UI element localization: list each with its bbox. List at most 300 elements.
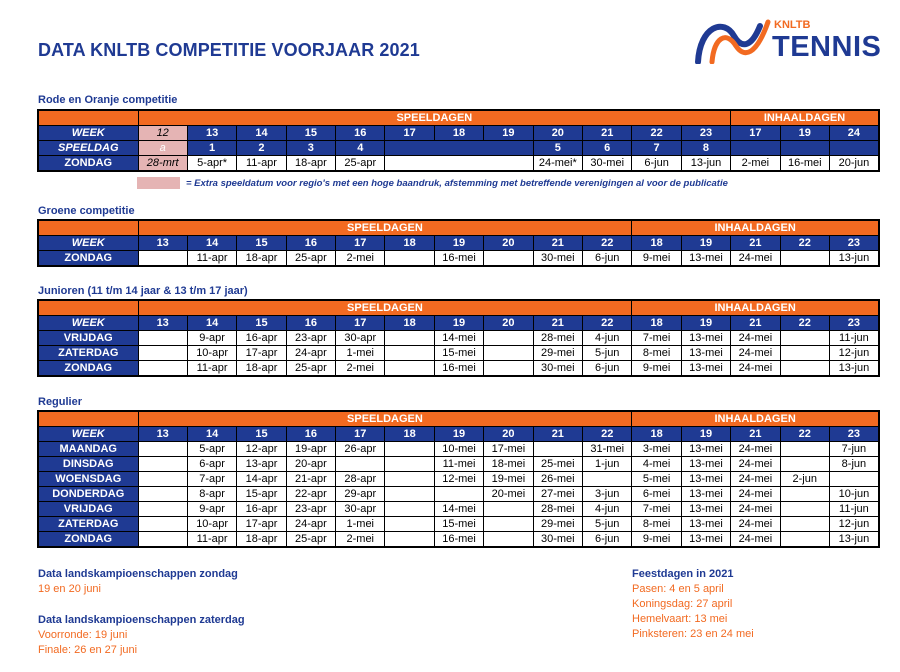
lk-zaterdag-voorronde: Voorronde: 19 juni	[38, 629, 128, 641]
week-number: 17	[336, 236, 385, 251]
date-cell: 2-mei	[336, 251, 385, 267]
week-number: 20	[533, 126, 582, 141]
donderdag-row	[38, 487, 879, 502]
date-cell: 31-mei	[583, 442, 632, 457]
date-cell: 18-apr	[237, 532, 286, 548]
date-cell	[138, 331, 187, 346]
date-cell	[138, 457, 187, 472]
maandag-row	[38, 442, 879, 457]
corner-cell	[38, 300, 138, 316]
date-cell	[829, 472, 878, 487]
date-cell	[138, 361, 187, 377]
week-number: 16	[286, 236, 335, 251]
date-cell	[138, 472, 187, 487]
row-label: ZONDAG	[38, 156, 138, 172]
row-label: WEEK	[38, 236, 138, 251]
date-cell: 30-apr	[336, 502, 385, 517]
date-cell	[385, 331, 434, 346]
header-row	[38, 300, 879, 316]
date-cell: 24-apr	[286, 346, 335, 361]
date-cell: 13-jun	[681, 156, 730, 172]
date-cell	[434, 487, 483, 502]
week-number: 21	[731, 236, 780, 251]
date-cell: 2-mei	[731, 156, 780, 172]
date-cell: 16-apr	[237, 502, 286, 517]
note-text: = Extra speeldatum voor regio's met een hoge baandruk, afstemming met betreffende verenigingen al voor de publicatie	[186, 177, 728, 189]
zaterdag-row	[38, 346, 879, 361]
date-cell: 15-apr	[237, 487, 286, 502]
date-cell: 5-jun	[583, 346, 632, 361]
corner-cell	[38, 220, 138, 236]
date-cell: 11-mei	[434, 457, 483, 472]
table-groene	[37, 219, 880, 267]
date-cell: 24-mei	[731, 331, 780, 346]
date-cell: 16-mei	[434, 532, 483, 548]
date-cell: 13-mei	[681, 361, 730, 377]
date-cell: 24-mei	[731, 442, 780, 457]
speeldag-cell: 2	[237, 141, 286, 156]
week-number: 22	[780, 316, 829, 331]
date-cell: 24-mei	[731, 361, 780, 377]
row-label: WEEK	[38, 316, 138, 331]
date-cell: 13-mei	[681, 532, 730, 548]
week-number: 17	[336, 316, 385, 331]
row-label: MAANDAG	[38, 442, 138, 457]
date-cell: 6-jun	[583, 532, 632, 548]
date-cell: 11-jun	[829, 331, 878, 346]
zondag-row	[38, 251, 879, 267]
date-cell: 8-jun	[829, 457, 878, 472]
week-number: 13	[138, 427, 187, 442]
week-number: 19	[681, 316, 730, 331]
date-cell	[385, 457, 434, 472]
date-cell: 16-mei	[780, 156, 829, 172]
date-cell: 11-apr	[187, 532, 236, 548]
date-cell	[385, 156, 533, 172]
date-cell	[138, 487, 187, 502]
week-number: 13	[187, 126, 236, 141]
date-cell: 22-apr	[286, 487, 335, 502]
section-title-rode: Rode en Oranje competitie	[38, 94, 178, 106]
date-cell	[484, 361, 533, 377]
date-cell	[385, 517, 434, 532]
date-cell: 14-mei	[434, 331, 483, 346]
feestdag-item: Hemelvaart: 13 mei	[632, 613, 728, 625]
week-number: 20	[484, 316, 533, 331]
lk-zaterdag-finale: Finale: 26 en 27 juni	[38, 644, 138, 656]
date-cell: 24-mei	[731, 502, 780, 517]
date-cell: 18-apr	[237, 361, 286, 377]
speeldag-cell	[385, 141, 533, 156]
section-title-groen: Groene competitie	[38, 205, 135, 217]
tennis-swoosh-icon	[694, 16, 774, 64]
week-number: 19	[434, 316, 483, 331]
date-cell: 7-jun	[829, 442, 878, 457]
week-row	[38, 427, 879, 442]
week-number: 14	[237, 126, 286, 141]
row-label: WEEK	[38, 126, 138, 141]
lk-zondag-text: 19 en 20 juni	[38, 583, 101, 595]
week-number: 13	[138, 316, 187, 331]
date-cell: 23-apr	[286, 502, 335, 517]
zondag-row	[38, 361, 879, 377]
date-cell: 24-mei	[731, 251, 780, 267]
speeldagen-header: SPEELDAGEN	[138, 300, 632, 316]
week-number: 22	[632, 126, 681, 141]
date-cell: 5-apr*	[187, 156, 236, 172]
week-number: 18	[385, 427, 434, 442]
date-cell: 7-mei	[632, 331, 681, 346]
week-number: 18	[434, 126, 483, 141]
date-cell: 5-mei	[632, 472, 681, 487]
week-number: 16	[286, 316, 335, 331]
date-cell: 1-mei	[336, 346, 385, 361]
date-cell: 13-apr	[237, 457, 286, 472]
date-cell	[385, 346, 434, 361]
week-row	[38, 126, 879, 141]
date-cell	[385, 361, 434, 377]
week-number: 23	[829, 427, 878, 442]
table-junioren	[37, 299, 880, 377]
week-number: 21	[731, 316, 780, 331]
logo-big-text: TENNIS	[772, 31, 882, 63]
lk-zondag-block	[38, 567, 238, 597]
week-number: 21	[533, 427, 582, 442]
date-cell	[484, 517, 533, 532]
date-cell	[780, 442, 829, 457]
date-cell: 24-mei*	[533, 156, 582, 172]
date-cell: 13-jun	[829, 361, 878, 377]
date-cell: 17-apr	[237, 346, 286, 361]
date-cell	[780, 532, 829, 548]
date-cell: 25-apr	[286, 532, 335, 548]
row-label: ZONDAG	[38, 361, 138, 377]
week-number: 15	[237, 316, 286, 331]
date-cell: 18-apr	[237, 251, 286, 267]
date-cell	[780, 487, 829, 502]
date-cell: 18-apr	[286, 156, 335, 172]
date-cell: 25-apr	[336, 156, 385, 172]
week-number: 24	[829, 126, 878, 141]
date-cell: 13-mei	[681, 331, 730, 346]
date-cell	[385, 251, 434, 267]
logo-small-text: KNLTB	[774, 19, 811, 31]
speeldagen-header: SPEELDAGEN	[138, 220, 632, 236]
date-cell: 20-apr	[286, 457, 335, 472]
date-cell: 30-apr	[336, 331, 385, 346]
speeldag-cell	[829, 141, 878, 156]
week-number: 20	[484, 427, 533, 442]
row-label: VRIJDAG	[38, 502, 138, 517]
date-cell: 2-jun	[780, 472, 829, 487]
row-label: WEEK	[38, 427, 138, 442]
date-cell: 21-apr	[286, 472, 335, 487]
date-cell	[138, 517, 187, 532]
row-label: SPEELDAG	[38, 141, 138, 156]
date-cell: 30-mei	[533, 532, 582, 548]
speeldag-cell: 8	[681, 141, 730, 156]
date-cell	[385, 472, 434, 487]
section-title-junioren: Junioren (11 t/m 14 jaar & 13 t/m 17 jaar)	[38, 285, 248, 297]
date-cell	[138, 532, 187, 548]
date-cell: 1-jun	[583, 457, 632, 472]
week-number: 21	[583, 126, 632, 141]
week-number: 17	[731, 126, 780, 141]
header-row	[38, 411, 879, 427]
date-cell	[484, 532, 533, 548]
date-cell: 19-apr	[286, 442, 335, 457]
inhaaldagen-header: INHAALDAGEN	[632, 220, 879, 236]
date-cell: 9-apr	[187, 331, 236, 346]
week-number: 12	[138, 126, 187, 141]
date-cell	[780, 502, 829, 517]
date-cell: 14-mei	[434, 502, 483, 517]
week-number: 23	[829, 236, 878, 251]
week-number: 19	[434, 236, 483, 251]
zaterdag-row	[38, 517, 879, 532]
week-number: 16	[336, 126, 385, 141]
date-cell: 24-mei	[731, 532, 780, 548]
date-cell: 6-jun	[632, 156, 681, 172]
inhaaldagen-header: INHAALDAGEN	[632, 300, 879, 316]
week-number: 22	[583, 427, 632, 442]
header-row	[38, 220, 879, 236]
speeldag-row	[38, 141, 879, 156]
page-title: DATA KNLTB COMPETITIE VOORJAAR 2021	[38, 40, 420, 60]
date-cell: 3-mei	[632, 442, 681, 457]
date-cell: 13-jun	[829, 251, 878, 267]
week-row	[38, 316, 879, 331]
row-label: DINSDAG	[38, 457, 138, 472]
date-cell: 17-apr	[237, 517, 286, 532]
lk-zaterdag-block	[38, 613, 245, 658]
date-cell: 18-mei	[484, 457, 533, 472]
date-cell: 26-apr	[336, 442, 385, 457]
date-cell: 7-mei	[632, 502, 681, 517]
week-number: 15	[237, 427, 286, 442]
date-cell	[336, 457, 385, 472]
corner-cell	[38, 411, 138, 427]
date-cell: 28-mei	[533, 502, 582, 517]
date-cell: 2-mei	[336, 532, 385, 548]
week-number: 21	[731, 427, 780, 442]
week-number: 23	[829, 316, 878, 331]
date-cell: 9-mei	[632, 251, 681, 267]
date-cell	[780, 251, 829, 267]
date-cell: 24-mei	[731, 472, 780, 487]
date-cell: 4-jun	[583, 331, 632, 346]
row-label: ZONDAG	[38, 532, 138, 548]
week-number: 18	[385, 236, 434, 251]
date-cell: 30-mei	[533, 361, 582, 377]
date-cell: 8-apr	[187, 487, 236, 502]
feestdag-item: Pasen: 4 en 5 april	[632, 583, 724, 595]
date-cell	[533, 442, 582, 457]
row-label: ZATERDAG	[38, 346, 138, 361]
date-cell	[385, 442, 434, 457]
lk-zondag-title: Data landskampioenschappen zondag	[38, 568, 238, 580]
date-cell: 19-mei	[484, 472, 533, 487]
date-cell	[385, 532, 434, 548]
date-cell: 6-apr	[187, 457, 236, 472]
row-label: ZATERDAG	[38, 517, 138, 532]
table-regulier	[37, 410, 880, 548]
week-number: 19	[434, 427, 483, 442]
week-number: 21	[533, 236, 582, 251]
date-cell: 12-mei	[434, 472, 483, 487]
date-cell	[138, 251, 187, 267]
date-cell: 29-mei	[533, 346, 582, 361]
date-cell: 13-mei	[681, 457, 730, 472]
date-cell: 8-mei	[632, 517, 681, 532]
date-cell: 2-mei	[336, 361, 385, 377]
date-cell: 4-jun	[583, 502, 632, 517]
date-cell: 24-mei	[731, 346, 780, 361]
corner-cell	[38, 110, 138, 126]
date-cell: 16-mei	[434, 251, 483, 267]
date-cell: 7-apr	[187, 472, 236, 487]
date-cell: 9-apr	[187, 502, 236, 517]
date-cell: 29-apr	[336, 487, 385, 502]
date-cell: 20-jun	[829, 156, 878, 172]
speeldag-cell	[780, 141, 829, 156]
date-cell: 28-apr	[336, 472, 385, 487]
week-number: 15	[237, 236, 286, 251]
speeldagen-header: SPEELDAGEN	[138, 411, 632, 427]
week-number: 18	[632, 427, 681, 442]
week-number: 22	[583, 236, 632, 251]
date-cell: 28-mei	[533, 331, 582, 346]
week-number: 21	[533, 316, 582, 331]
date-cell	[780, 331, 829, 346]
row-label: VRIJDAG	[38, 331, 138, 346]
week-number: 14	[187, 236, 236, 251]
week-number: 14	[187, 427, 236, 442]
week-number: 16	[286, 427, 335, 442]
date-cell: 13-mei	[681, 517, 730, 532]
feestdag-item: Pinksteren: 23 en 24 mei	[632, 628, 754, 640]
week-number: 19	[484, 126, 533, 141]
date-cell: 5-jun	[583, 517, 632, 532]
date-cell: 6-mei	[632, 487, 681, 502]
date-cell: 9-mei	[632, 532, 681, 548]
date-cell: 8-mei	[632, 346, 681, 361]
date-cell: 13-mei	[681, 502, 730, 517]
week-number: 18	[632, 316, 681, 331]
date-cell: 13-mei	[681, 472, 730, 487]
date-cell: 20-mei	[484, 487, 533, 502]
date-cell	[138, 346, 187, 361]
week-number: 19	[681, 427, 730, 442]
date-cell: 25-mei	[533, 457, 582, 472]
row-label: DONDERDAG	[38, 487, 138, 502]
week-number: 20	[484, 236, 533, 251]
feestdagen-title: Feestdagen in 2021	[632, 568, 734, 580]
row-label: ZONDAG	[38, 251, 138, 267]
woensdag-row	[38, 472, 879, 487]
date-cell: 12-apr	[237, 442, 286, 457]
section-title-regulier: Regulier	[38, 396, 83, 408]
date-cell: 13-mei	[681, 442, 730, 457]
date-cell: 11-jun	[829, 502, 878, 517]
header-row	[38, 110, 879, 126]
vrijdag-row	[38, 502, 879, 517]
inhaaldagen-header: INHAALDAGEN	[632, 411, 879, 427]
date-cell: 16-mei	[434, 361, 483, 377]
week-number: 17	[385, 126, 434, 141]
speeldag-cell: 6	[583, 141, 632, 156]
zondag-row	[38, 156, 879, 172]
speeldag-cell: 4	[336, 141, 385, 156]
date-cell: 29-mei	[533, 517, 582, 532]
date-cell: 10-apr	[187, 517, 236, 532]
date-cell: 11-apr	[187, 251, 236, 267]
date-cell: 16-apr	[237, 331, 286, 346]
week-number: 18	[385, 316, 434, 331]
pink-legend-swatch	[137, 177, 180, 189]
date-cell: 6-jun	[583, 361, 632, 377]
week-number: 23	[681, 126, 730, 141]
date-cell: 13-jun	[829, 532, 878, 548]
date-cell: 27-mei	[533, 487, 582, 502]
date-cell: 12-jun	[829, 517, 878, 532]
date-cell: 13-mei	[681, 487, 730, 502]
speeldag-cell: 7	[632, 141, 681, 156]
date-cell: 24-mei	[731, 517, 780, 532]
week-number: 15	[286, 126, 335, 141]
date-cell: 10-jun	[829, 487, 878, 502]
vrijdag-row	[38, 331, 879, 346]
date-cell: 24-apr	[286, 517, 335, 532]
date-cell: 11-apr	[187, 361, 236, 377]
speeldag-cell: 3	[286, 141, 335, 156]
date-cell: 11-apr	[237, 156, 286, 172]
inhaaldagen-header: INHAALDAGEN	[731, 110, 879, 126]
date-cell: 25-apr	[286, 361, 335, 377]
week-number: 17	[336, 427, 385, 442]
feestdag-item: Koningsdag: 27 april	[632, 598, 733, 610]
week-number: 22	[583, 316, 632, 331]
week-row	[38, 236, 879, 251]
date-cell	[583, 472, 632, 487]
date-cell	[484, 502, 533, 517]
date-cell	[484, 251, 533, 267]
knltb-tennis-logo	[694, 14, 880, 66]
date-cell: 13-mei	[681, 251, 730, 267]
date-cell	[385, 487, 434, 502]
date-cell: 26-mei	[533, 472, 582, 487]
date-cell: 24-mei	[731, 487, 780, 502]
speeldag-cell: 1	[187, 141, 236, 156]
date-cell: 10-apr	[187, 346, 236, 361]
speeldag-cell	[731, 141, 780, 156]
date-cell: 5-apr	[187, 442, 236, 457]
date-cell	[385, 502, 434, 517]
table-rode-oranje	[37, 109, 880, 172]
date-cell: 15-mei	[434, 346, 483, 361]
speeldag-cell: a	[138, 141, 187, 156]
speeldag-cell: 5	[533, 141, 582, 156]
date-cell: 17-mei	[484, 442, 533, 457]
week-number: 14	[187, 316, 236, 331]
row-label: WOENSDAG	[38, 472, 138, 487]
date-cell	[138, 442, 187, 457]
date-cell: 14-apr	[237, 472, 286, 487]
date-cell: 6-jun	[583, 251, 632, 267]
date-cell: 30-mei	[533, 251, 582, 267]
date-cell	[484, 331, 533, 346]
date-cell: 30-mei	[583, 156, 632, 172]
